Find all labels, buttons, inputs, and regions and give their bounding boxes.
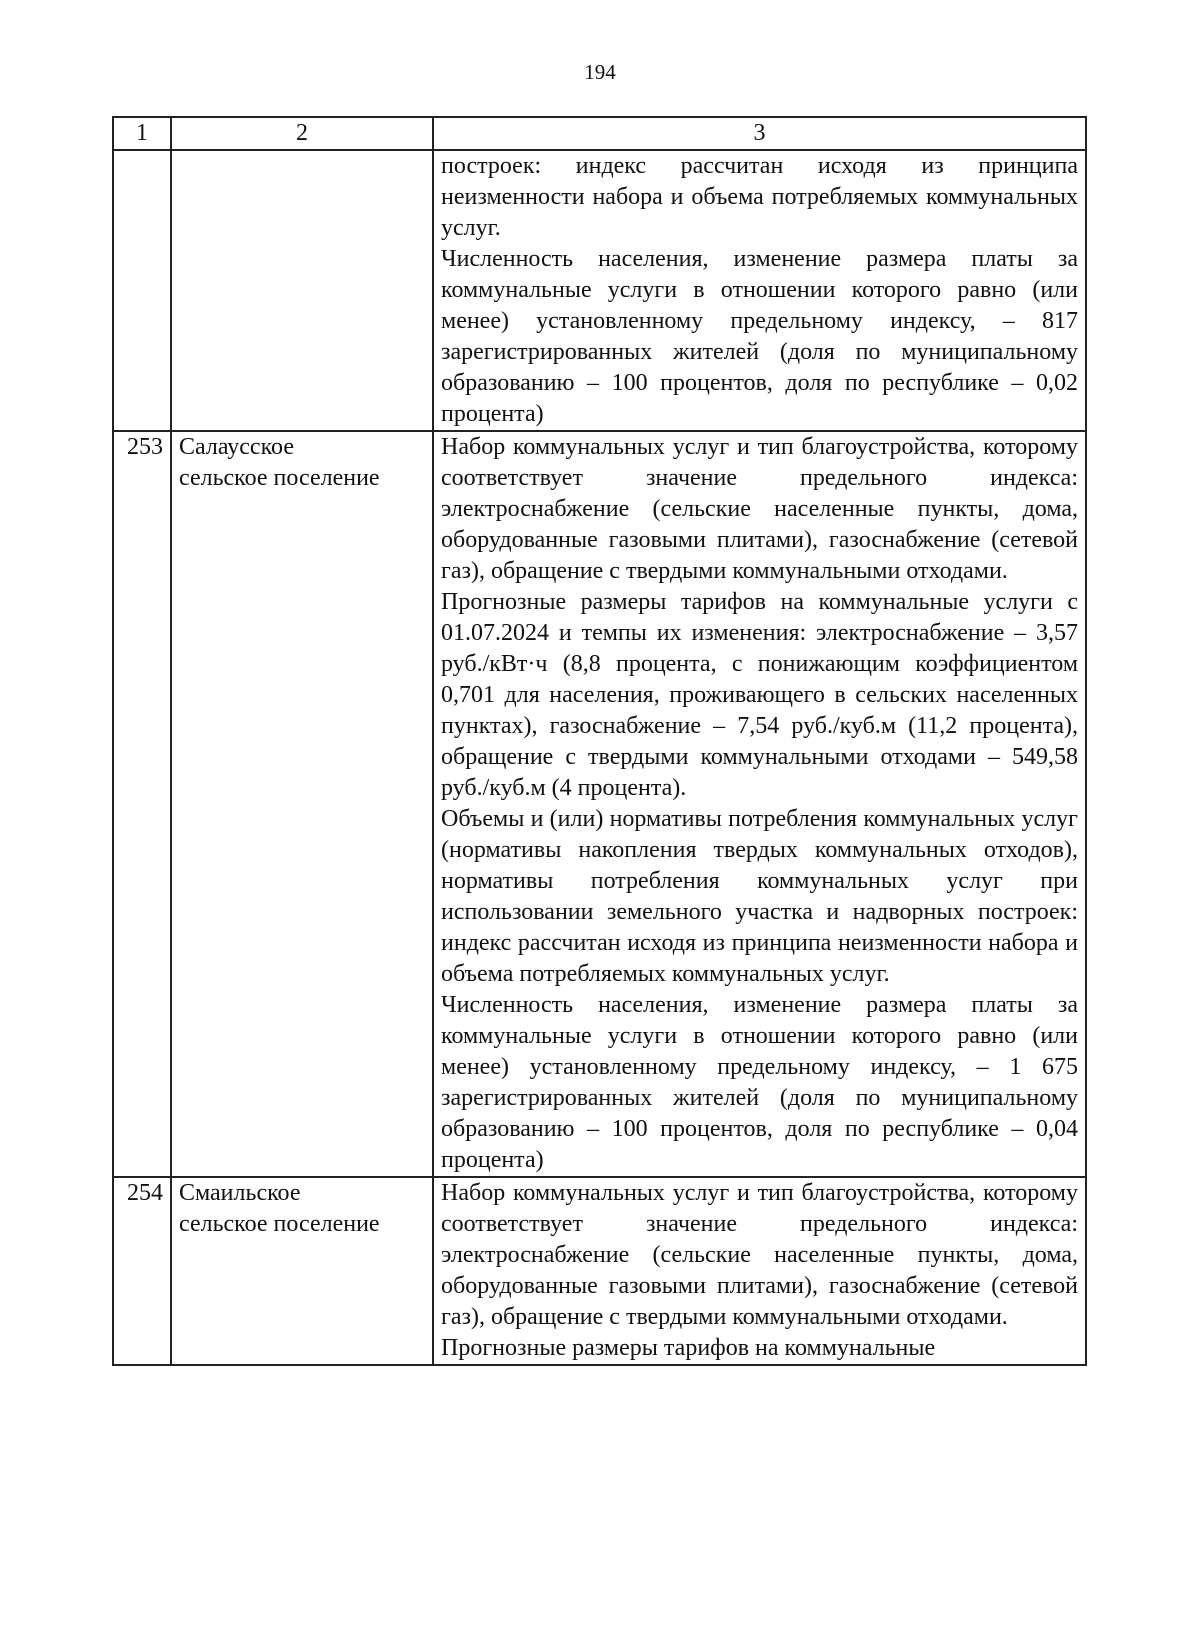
description-paragraph: Численность населения, изменение размера платы за коммунальные услуги в отношении которого равно (или менее) установленному предельному индексу, – 817 зарегистрированных жителей (доля по муниципальному образованию – 100 процентов, доля по республике – 0,02 процента) — [441, 246, 1078, 427]
description-paragraph: Численность населения, изменение размера платы за коммунальные услуги в отношении которого равно (или менее) установленному предельному индексу, – 1 675 зарегистрированных жителей (доля по муниципальному образованию – 100 процентов, доля по республике – 0,04 процента) — [441, 992, 1078, 1173]
tariff-table — [112, 116, 1087, 1366]
header-cell-2: 2 — [171, 117, 433, 150]
settlement-name-cell — [171, 431, 433, 1177]
table-row — [113, 150, 1086, 431]
row-number-cell: 254 — [113, 1177, 171, 1365]
description-paragraph: построек: индекс рассчитан исходя из принципа неизменности набора и объема потребляемых коммунальных услуг. — [441, 153, 1078, 241]
header-cell-3: 3 — [433, 117, 1086, 150]
settlement-name-line: Салаусское — [179, 434, 294, 460]
page-number: 194 — [584, 60, 616, 84]
table-header-row — [113, 117, 1086, 150]
settlement-name-line: Смаильское — [179, 1180, 301, 1206]
settlement-type-line: сельское поселение — [179, 1211, 380, 1237]
description-paragraph: Набор коммунальных услуг и тип благоустройства, которому соответствует значение предельного индекса: электроснабжение (сельские населенные пункты, дома, оборудованные газовыми плитами), газоснабжение (сетевой газ), обращение с твердыми коммунальными отходами. — [441, 1180, 1078, 1330]
row-number-cell — [113, 150, 171, 431]
description-cell — [433, 150, 1086, 431]
settlement-name-cell — [171, 1177, 433, 1365]
description-paragraph: Объемы и (или) нормативы потребления коммунальных услуг (нормативы накопления твердых коммунальных отходов), нормативы потребления коммунальных услуг при использовании земельного участка и надворных построек: индекс рассчитан исходя из принципа неизменности набора и объема потребляемых коммунальных услуг. — [441, 806, 1078, 987]
table-row — [113, 1177, 1086, 1365]
description-paragraph: Набор коммунальных услуг и тип благоустройства, которому соответствует значение предельного индекса: электроснабжение (сельские населенные пункты, дома, оборудованные газовыми плитами), газоснабжение (сетевой газ), обращение с твердыми коммунальными отходами. — [441, 434, 1078, 584]
description-paragraph: Прогнозные размеры тарифов на коммунальные — [441, 1335, 936, 1361]
table-row — [113, 431, 1086, 1177]
description-cell — [433, 431, 1086, 1177]
row-number-cell: 253 — [113, 431, 171, 1177]
description-cell — [433, 1177, 1086, 1365]
settlement-type-line: сельское поселение — [179, 465, 380, 491]
description-paragraph: Прогнозные размеры тарифов на коммунальные услуги с 01.07.2024 и темпы их изменения: электроснабжение – 3,57 руб./кВт·ч (8,8 процента, с понижающим коэффициентом 0,701 для населения, проживающего в сельских населенных пунктах), газоснабжение – 7,54 руб./куб.м (11,2 процента), обращение с твердыми коммунальными отходами – 549,58 руб./куб.м (4 процента). — [441, 589, 1078, 801]
settlement-name-cell — [171, 150, 433, 431]
header-cell-1: 1 — [113, 117, 171, 150]
